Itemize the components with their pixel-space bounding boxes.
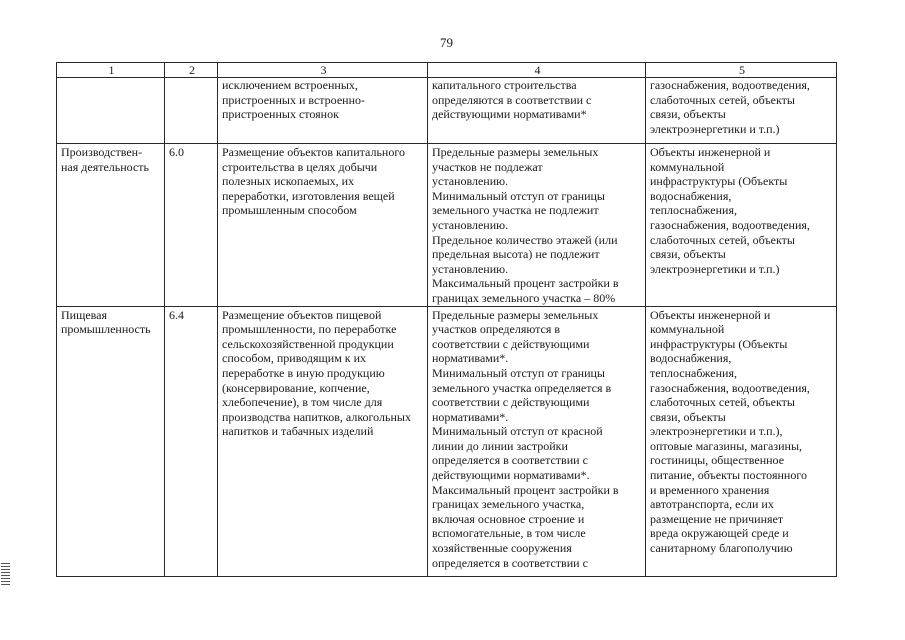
cell-use-name: Производствен- ная деятельность bbox=[57, 144, 165, 307]
column-header-4: 4 bbox=[428, 63, 646, 78]
column-header-2: 2 bbox=[165, 63, 218, 78]
cell-parameters: капитального строительства определяются в соответствии с действующими нормативами* bbox=[428, 78, 646, 144]
cell-auxiliary-uses: Объекты инженерной и коммунальной инфраструктуры (Объекты водоснабжения, теплоснабжения, газоснабжения, водоотведения, слаботочных сетей, объекты связи, объекты электроэнергетики и т.п.) bbox=[646, 144, 837, 307]
cell-parameters: Предельные размеры земельных участков определяются в соответствии с действующими нормативами*. Минимальный отступ от границы земельного участка определяется в соответствии с действующими нормативами*. Минимальный отступ от красной линии до линии застройки определяется в соответствии с действующими нормативами*. Максимальный процент застройки в границах земельного участка, включая основное строение и вспомогательные, в том числе хозяйственные сооружения определяется в соответствии с bbox=[428, 306, 646, 576]
column-header-3: 3 bbox=[218, 63, 428, 78]
cell-use-name bbox=[57, 78, 165, 144]
column-header-1: 1 bbox=[57, 63, 165, 78]
table-row-production bbox=[57, 144, 837, 307]
cell-auxiliary-uses: газоснабжения, водоотведения, слаботочных сетей, объекты связи, объекты электроэнергетики и т.п.) bbox=[646, 78, 837, 144]
table-header-row bbox=[57, 63, 837, 78]
cell-use-description: Размещение объектов капитального строительства в целях добычи полезных ископаемых, их переработки, изготовления вещей промышленным способом bbox=[218, 144, 428, 307]
table-row-food-industry bbox=[57, 306, 837, 576]
cell-use-code: 6.4 bbox=[165, 306, 218, 576]
cell-use-description: исключением встроенных, пристроенных и встроенно- пристроенных стоянок bbox=[218, 78, 428, 144]
cell-parameters: Предельные размеры земельных участков не подлежат установлению. Минимальный отступ от границы земельного участка не подлежит установлению. Предельное количество этажей (или предельная высота) не подлежит установлению. Максимальный процент застройки в границах земельного участка – 80% bbox=[428, 144, 646, 307]
cell-use-code bbox=[165, 78, 218, 144]
scan-margin-mark bbox=[1, 563, 10, 585]
page-number: 79 bbox=[440, 35, 453, 50]
zoning-table bbox=[56, 62, 837, 577]
table-row-continuation bbox=[57, 78, 837, 144]
cell-use-code: 6.0 bbox=[165, 144, 218, 307]
cell-use-description: Размещение объектов пищевой промышленности, по переработке сельскохозяйственной продукции способом, приводящим к их переработке в иную продукцию (консервирование, копчение, хлебопечение), в том числе для производства напитков, алкогольных напитков и табачных изделий bbox=[218, 306, 428, 576]
cell-auxiliary-uses: Объекты инженерной и коммунальной инфраструктуры (Объекты водоснабжения, теплоснабжения, газоснабжения, водоотведения, слаботочных сетей, объекты связи, объекты электроэнергетики и т.п.), оптовые магазины, магазины, гостиницы, общественное питание, объекты постоянного и временного хранения автотранспорта, если их размещение не причиняет вреда окружающей среде и санитарному благополучию bbox=[646, 306, 837, 576]
cell-use-name: Пищевая промышленность bbox=[57, 306, 165, 576]
column-header-5: 5 bbox=[646, 63, 837, 78]
